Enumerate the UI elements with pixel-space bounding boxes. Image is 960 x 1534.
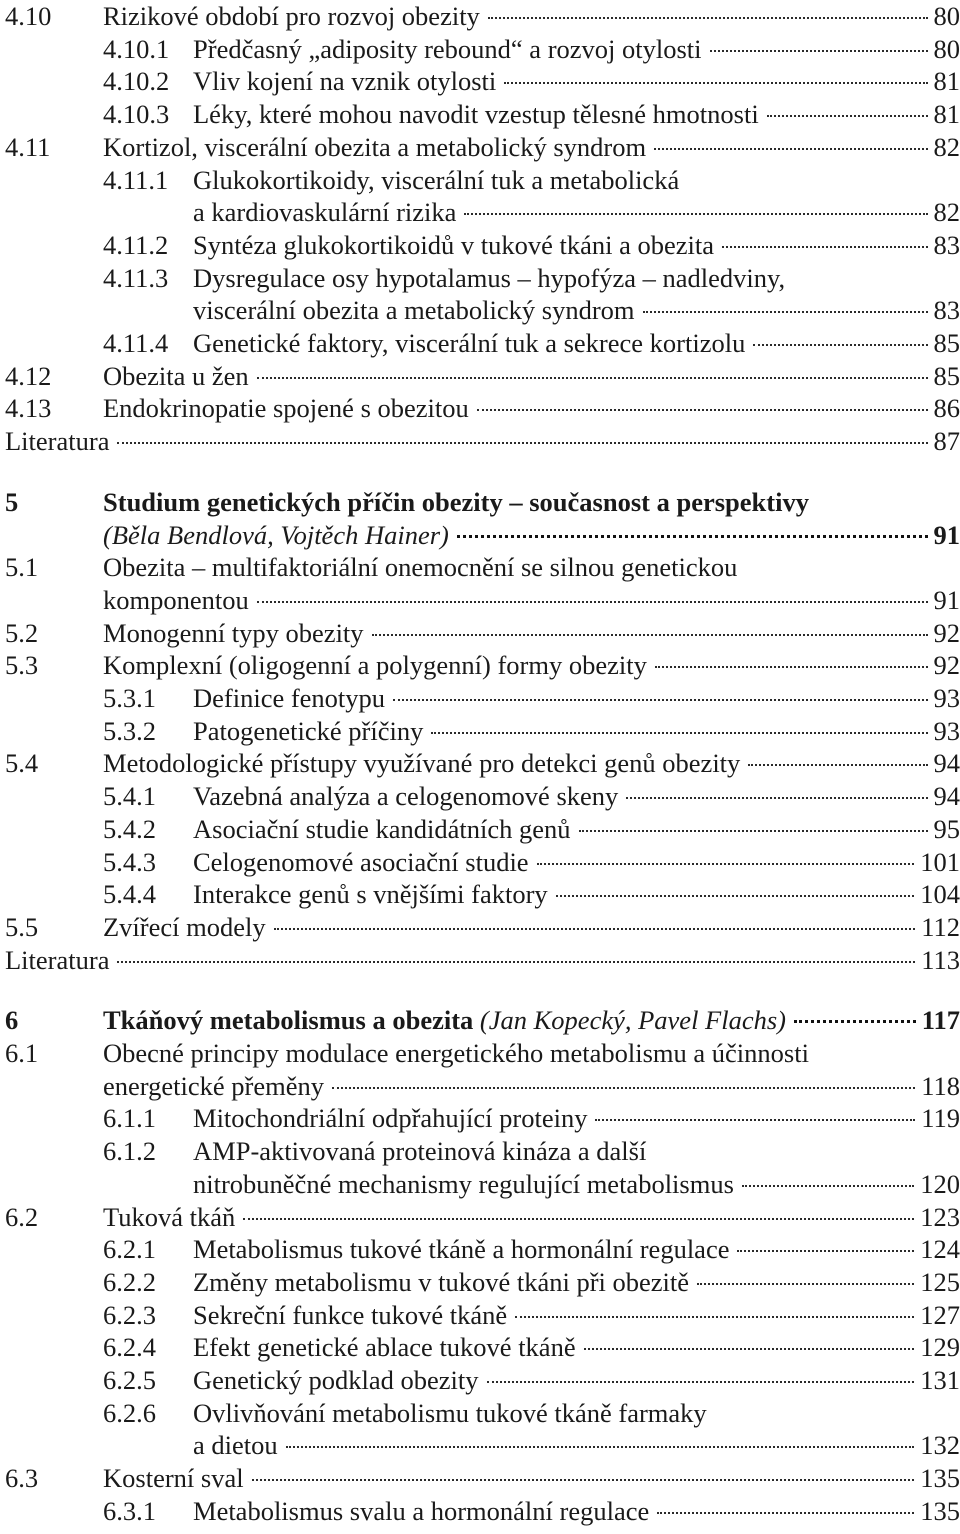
toc-entry-title: Komplexní (oligogenní a polygenní) formy obezity [103, 650, 647, 681]
toc-entry [0, 617, 960, 649]
dot-leader [117, 442, 927, 444]
toc-entry [0, 98, 960, 130]
toc-entry-title-line [103, 1037, 960, 1069]
toc-entry [0, 715, 960, 747]
toc-entry [0, 131, 960, 163]
toc-entry-title-line [193, 294, 960, 326]
toc-entry-title-line [193, 715, 960, 747]
dot-leader [742, 1185, 914, 1187]
toc-entry [0, 1070, 960, 1102]
toc-entry-title-line [103, 392, 960, 424]
toc-entry-page: 104 [920, 879, 960, 910]
dot-leader [767, 115, 928, 117]
toc-entry-title-line [193, 1299, 960, 1331]
dot-leader [464, 213, 927, 215]
toc-entry-title: Ovlivňování metabolismu tukové tkáně farmaky [193, 1397, 707, 1428]
toc-entry-page: 135 [920, 1495, 960, 1526]
toc-entry-number: 6.1.2 [103, 1136, 156, 1167]
toc-entry-title-line [193, 1397, 960, 1429]
toc-entry-title-line [193, 98, 960, 130]
toc-entry-authors: (Běla Bendlová, Vojtěch Hainer) [103, 519, 449, 550]
dot-leader [117, 961, 915, 963]
toc-entry [0, 65, 960, 97]
toc-entry-number: 4.10.1 [103, 33, 170, 64]
dot-leader [657, 1512, 914, 1514]
toc-entry-page: 82 [933, 131, 960, 162]
toc-entry-title: Tkáňový metabolismus a obezita (Jan Kopecký, Pavel Flachs) [103, 1005, 787, 1036]
toc-entry-title: Zvířecí modely [103, 911, 266, 942]
dot-leader [515, 1316, 914, 1318]
toc-entry-title: a kardiovaskulární rizika [193, 197, 457, 228]
toc-entry-title-line [103, 1201, 960, 1233]
toc-entry-title: Tuková tkáň [103, 1201, 236, 1232]
toc-entry-page: 94 [933, 781, 960, 812]
toc-entry [0, 1233, 960, 1265]
toc-entry-number: 4.10 [5, 1, 52, 31]
toc-entry-page: 81 [933, 66, 960, 97]
dot-leader [722, 246, 927, 248]
toc-entry [0, 1102, 960, 1134]
dot-leader [487, 1381, 915, 1383]
toc-entry-title: Celogenomové asociační studie [193, 846, 529, 877]
toc-entry-number: 6.3.1 [103, 1495, 156, 1526]
toc-entry-title-line [103, 911, 960, 943]
toc-entry [0, 846, 960, 878]
toc-entry-title-line [193, 1135, 960, 1167]
toc-entry-number: 4.11.1 [103, 164, 169, 195]
toc-entry [0, 878, 960, 910]
dot-leader [372, 634, 928, 636]
toc-entry-title-line [103, 584, 960, 616]
toc-entry [0, 1462, 960, 1494]
toc-entry-number: 4.11.4 [103, 328, 169, 358]
dot-leader [252, 1479, 915, 1481]
toc-entry-title-line [193, 813, 960, 845]
toc-entry [0, 551, 960, 583]
dot-leader [488, 17, 928, 19]
toc-entry-title-line [103, 1004, 960, 1036]
toc-entry-number: 6.2 [5, 1201, 39, 1232]
dot-leader [286, 1446, 915, 1448]
toc-entry [0, 164, 960, 196]
dot-leader [257, 377, 928, 379]
toc-entry-title: Dysregulace osy hypotalamus – hypofýza – nadledviny, [193, 262, 786, 293]
toc-entry-number: 6.2.1 [103, 1234, 156, 1265]
toc-entry-title-line [103, 649, 960, 681]
toc-entry-number: 4.11.3 [103, 262, 169, 293]
toc-entry-number: 4.11.2 [103, 229, 169, 260]
toc-entry-title: energetické přeměny [103, 1070, 324, 1101]
toc-entry [0, 0, 960, 32]
toc-entry-title: Mitochondriální odpřahující proteiny [193, 1103, 588, 1134]
toc-entry [0, 1495, 960, 1527]
toc-entry-page: 132 [920, 1430, 960, 1461]
toc-entry-title: Syntéza glukokortikoidů v tukové tkáni a obezita [193, 229, 715, 260]
dot-leader [504, 82, 927, 84]
dot-leader [556, 895, 915, 897]
toc-entry-title: Genetické faktory, viscerální tuk a sekrece kortizolu [193, 328, 746, 358]
toc-entry [0, 747, 960, 779]
dot-leader [753, 344, 927, 346]
toc-entry-title: Léky, které mohou navodit vzestup tělesné hmotnosti [193, 99, 759, 130]
toc-entry-title [103, 519, 449, 551]
toc-entry-page: 83 [933, 295, 960, 326]
toc-entry-title-line [103, 0, 960, 32]
toc-entry-title: Efekt genetické ablace tukové tkáně [193, 1332, 576, 1363]
toc-entry-title-line [193, 846, 960, 878]
toc-entry-number: 5.1 [5, 552, 39, 583]
toc-entry-number: 5.4 [5, 748, 39, 779]
toc-entry-title: Metodologické přístupy využívané pro detekci genů obezity [103, 748, 741, 779]
toc-entry-title: Metabolismus tukové tkáně a hormonální regulace [193, 1234, 730, 1265]
toc-entry-page: 119 [921, 1103, 960, 1134]
dot-leader [655, 666, 928, 668]
toc-entry-title-line [103, 1070, 960, 1102]
toc-entry-number: 5.3.2 [103, 715, 156, 746]
toc-entry [0, 1266, 960, 1298]
toc-entry-page: 117 [921, 1005, 960, 1036]
toc-entry-title-line [103, 519, 960, 551]
toc-entry-title: Kosterní sval [103, 1463, 244, 1494]
toc-entry-page: 85 [933, 360, 960, 391]
toc-entry-title-line [103, 747, 960, 779]
toc-entry-number: 4.12 [5, 360, 52, 391]
toc-entry-title-line [193, 878, 960, 910]
toc-entry [0, 944, 960, 976]
toc-entry [0, 813, 960, 845]
toc-entry-page: 80 [933, 33, 960, 64]
toc-entry-title-line [193, 33, 960, 65]
dot-leader [584, 1348, 915, 1350]
toc-entry-number: 5 [5, 486, 19, 517]
toc-entry-title: Předčasný „adiposity rebound“ a rozvoj otylosti [193, 33, 702, 64]
toc-entry-number: 5.3.1 [103, 683, 156, 713]
toc-entry-title: Obezita u žen [103, 360, 249, 391]
toc-entry-title: Literatura [5, 426, 110, 457]
toc-entry-title: Genetický podklad obezity [193, 1365, 479, 1395]
toc-entry [0, 360, 960, 392]
toc-entry-page: 94 [933, 748, 960, 779]
toc-entry-title-line [193, 1102, 960, 1134]
toc-entry-number: 6.1.1 [103, 1103, 156, 1134]
toc-entry-title: viscerální obezita a metabolický syndrom [193, 295, 635, 326]
toc-entry-page: 80 [933, 1, 960, 31]
toc-entry-number: 6.2.2 [103, 1266, 156, 1297]
toc-entry-number: 5.2 [5, 617, 39, 648]
toc-entry-title: Definice fenotypu [193, 683, 386, 713]
toc-entry-number: 6.3 [5, 1463, 39, 1494]
toc-entry [0, 1364, 960, 1396]
toc-entry-title-line [193, 1331, 960, 1363]
toc-entry-number: 5.3 [5, 650, 39, 681]
toc-entry-title: Patogenetické příčiny [193, 715, 424, 746]
toc-entry-title: Asociační studie kandidátních genů [193, 813, 571, 844]
toc-entry-page: 87 [933, 426, 960, 457]
toc-entry-page: 127 [920, 1299, 960, 1330]
toc-entry-title: Metabolismus svalu a hormonální regulace [193, 1495, 650, 1526]
toc-entry-title-line [193, 1495, 960, 1527]
toc-entry-page: 85 [933, 328, 960, 358]
toc-entry [0, 649, 960, 681]
dot-leader [393, 699, 927, 701]
toc-entry-title: Literatura [5, 944, 110, 975]
toc-entry-number: 6.1 [5, 1038, 39, 1068]
toc-entry [0, 327, 960, 359]
toc-entry [0, 229, 960, 261]
toc-entry-title: a dietou [193, 1430, 278, 1461]
toc-entry [0, 1397, 960, 1429]
toc-entry-number: 5.5 [5, 911, 39, 942]
toc-entry [0, 486, 960, 518]
toc-entry-number: 6.2.5 [103, 1365, 156, 1395]
toc-entry-title-line [193, 196, 960, 228]
toc-entry [0, 1201, 960, 1233]
toc-entry-title-line [193, 262, 960, 294]
toc-entry-title-line [103, 360, 960, 392]
toc-entry [0, 294, 960, 326]
toc-entry-title-line [5, 944, 960, 976]
dot-leader [748, 764, 927, 766]
toc-entry [0, 1299, 960, 1331]
toc-entry [0, 392, 960, 424]
toc-entry [0, 519, 960, 551]
toc-entry-number: 6.2.6 [103, 1397, 156, 1428]
toc-entry [0, 1037, 960, 1069]
toc-entry-title: Obecné principy modulace energetického metabolismu a účinnosti [103, 1038, 809, 1068]
toc-entry-title: Studium genetických příčin obezity – současnost a perspektivy [103, 486, 809, 517]
dot-leader [794, 1020, 916, 1023]
toc-entry-page: 93 [933, 683, 960, 713]
dot-leader [579, 830, 928, 832]
toc-entry-page: 95 [933, 813, 960, 844]
dot-leader [274, 928, 916, 930]
toc-entry-number: 4.10.3 [103, 99, 170, 130]
toc-entry-page: 120 [920, 1168, 960, 1199]
toc-entry-title: Vazebná analýza a celogenomové skeny [193, 781, 619, 812]
dot-leader [477, 409, 928, 411]
toc-entry-title-line [193, 229, 960, 261]
toc-entry [0, 262, 960, 294]
toc-entry-number: 4.13 [5, 393, 52, 424]
toc-entry-page: 101 [920, 846, 960, 877]
dot-leader [537, 863, 915, 865]
toc-entry-title: AMP-aktivovaná proteinová kináza a další [193, 1136, 647, 1167]
toc-entry-number: 6.2.3 [103, 1299, 156, 1330]
dot-leader [595, 1119, 915, 1121]
toc-entry-page: 86 [933, 393, 960, 424]
toc-entry-title-line [103, 1462, 960, 1494]
toc-entry-title: komponentou [103, 584, 249, 615]
toc-entry-number: 5.4.3 [103, 846, 156, 877]
toc-entry-title-line [103, 617, 960, 649]
toc-entry [0, 682, 960, 714]
toc-entry-title-line [5, 425, 960, 457]
toc-entry-title: Obezita – multifaktoriální onemocnění se silnou genetickou [103, 552, 738, 583]
toc-entry [0, 1168, 960, 1200]
dot-leader [457, 535, 928, 538]
toc-entry-page: 92 [933, 617, 960, 648]
toc-entry-page: 131 [920, 1365, 960, 1395]
toc-entry [0, 1004, 960, 1036]
toc-entry-page: 125 [920, 1266, 960, 1297]
dot-leader [431, 732, 927, 734]
toc-entry-title-line [103, 486, 960, 518]
toc-entry-number: 6 [5, 1005, 19, 1036]
toc-entry-title-line [193, 780, 960, 812]
toc-entry-page: 93 [933, 715, 960, 746]
toc-entry-page: 135 [920, 1463, 960, 1494]
dot-leader [710, 50, 928, 52]
toc-entry-page: 129 [920, 1332, 960, 1363]
toc-entry-page: 123 [920, 1201, 960, 1232]
toc-entry [0, 1429, 960, 1461]
toc-entry-page: 113 [921, 944, 960, 975]
toc-entry-title-line [193, 327, 960, 359]
toc-entry-number: 5.4.1 [103, 781, 156, 812]
toc-entry-title-line [193, 1266, 960, 1298]
toc-entry-number: 6.2.4 [103, 1332, 156, 1363]
toc-entry-title-line [103, 131, 960, 163]
toc-entry-title-line [193, 1233, 960, 1265]
toc-entry [0, 33, 960, 65]
dot-leader [243, 1218, 914, 1220]
toc-entry-title-line [193, 1364, 960, 1396]
toc-entry [0, 911, 960, 943]
toc-entry-number: 4.10.2 [103, 66, 170, 97]
toc-entry-title: Kortizol, viscerální obezita a metabolický syndrom [103, 131, 647, 162]
toc-entry-page: 112 [921, 911, 960, 942]
toc-entry-title-line [193, 1168, 960, 1200]
toc-entry-page: 91 [933, 519, 960, 550]
toc-entry-title-line [193, 65, 960, 97]
toc-entry-page: 82 [933, 197, 960, 228]
toc-entry-title: Glukokortikoidy, viscerální tuk a metabolická [193, 164, 680, 195]
toc-entry-page: 92 [933, 650, 960, 681]
dot-leader [332, 1087, 915, 1089]
toc-entry-title: Endokrinopatie spojené s obezitou [103, 393, 469, 424]
toc-entry-title: Vliv kojení na vznik otylosti [193, 66, 497, 97]
toc-entry-page: 91 [933, 584, 960, 615]
dot-leader [257, 601, 928, 603]
toc-entry-title: nitrobuněčné mechanismy regulující metabolismus [193, 1168, 734, 1199]
dot-leader [654, 148, 927, 150]
toc-entry-page: 83 [933, 229, 960, 260]
toc-entry-title: Změny metabolismu v tukové tkáni při obezitě [193, 1266, 690, 1297]
toc-entry-page: 81 [933, 99, 960, 130]
toc-entry [0, 1135, 960, 1167]
dot-leader [643, 311, 928, 313]
toc-entry-number: 4.11 [5, 131, 51, 162]
dot-leader [697, 1283, 914, 1285]
toc-entry [0, 584, 960, 616]
dot-leader [737, 1250, 914, 1252]
toc-entry-authors: (Jan Kopecký, Pavel Flachs) [473, 1005, 787, 1036]
toc-entry-title: Rizikové období pro rozvoj obezity [103, 1, 480, 31]
toc-entry-page: 118 [921, 1070, 960, 1101]
toc-entry-title: Sekreční funkce tukové tkáně [193, 1299, 508, 1330]
toc-entry-number: 5.4.2 [103, 813, 156, 844]
toc-entry [0, 425, 960, 457]
toc-entry-title-line [193, 682, 960, 714]
toc-entry-title-line [103, 551, 960, 583]
toc-entry-title-line [193, 164, 960, 196]
dot-leader [626, 797, 927, 799]
toc-entry-number: 5.4.4 [103, 879, 156, 910]
toc-entry [0, 780, 960, 812]
toc-entry [0, 1331, 960, 1363]
toc-entry-page: 124 [920, 1234, 960, 1265]
toc-entry [0, 196, 960, 228]
toc-entry-title: Interakce genů s vnějšími faktory [193, 879, 548, 910]
toc-entry-title: Monogenní typy obezity [103, 617, 364, 648]
toc-entry-title-line [193, 1429, 960, 1461]
